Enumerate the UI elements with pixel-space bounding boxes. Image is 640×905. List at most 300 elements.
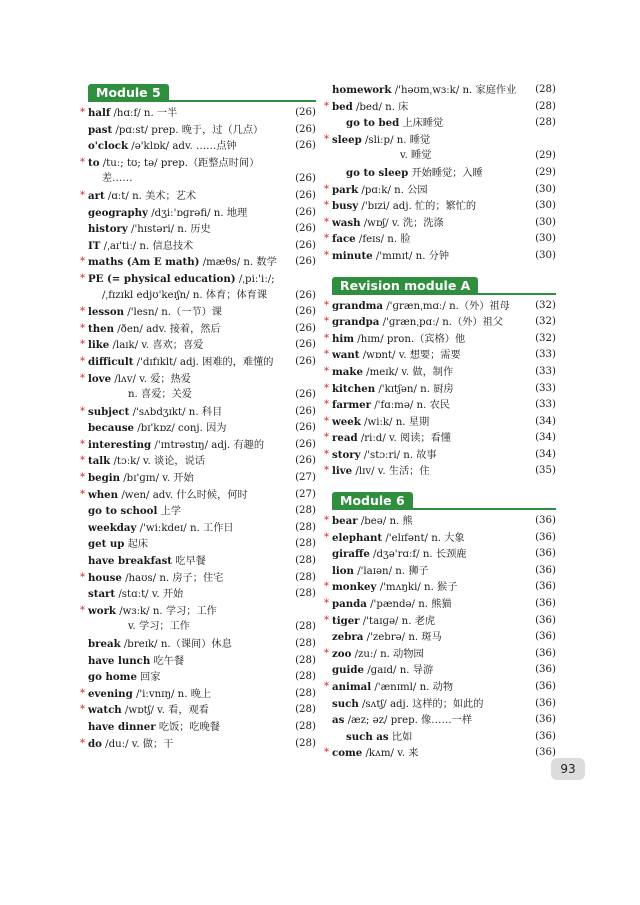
star-icon: *	[80, 256, 85, 268]
vocab-definition: /wen/ adv. 什么时候，何时	[118, 489, 248, 501]
page-reference: (26)	[295, 173, 316, 185]
page-reference: (34)	[535, 432, 556, 444]
page-reference: (33)	[535, 382, 556, 394]
star-icon: *	[324, 415, 329, 427]
page-reference: (26)	[295, 123, 316, 135]
vocab-entry	[324, 745, 556, 762]
page-reference: (32)	[535, 299, 556, 311]
star-icon: *	[80, 322, 85, 334]
page-reference: (36)	[535, 747, 556, 759]
vocab-entry	[324, 596, 556, 613]
page-reference: (28)	[295, 521, 316, 533]
page-reference: (26)	[295, 206, 316, 218]
vocab-definition: /dʒə'rɑːf/ n. 长颈鹿	[369, 549, 467, 561]
page-reference: (28)	[295, 588, 316, 600]
star-icon: *	[324, 233, 329, 245]
vocab-entry	[324, 215, 556, 232]
vocab-definition: 吃午餐	[150, 655, 185, 667]
vocab-entry	[324, 331, 556, 348]
star-icon: *	[80, 372, 85, 384]
vocab-entry	[332, 662, 556, 679]
vocab-entry	[80, 437, 316, 454]
page-reference: (28)	[295, 538, 316, 550]
star-icon: *	[80, 339, 85, 351]
star-icon: *	[80, 704, 85, 716]
vocab-word: make	[332, 365, 363, 378]
vocab-word: want	[332, 349, 360, 362]
page-reference: (27)	[295, 472, 316, 484]
page-reference: (26)	[295, 306, 316, 318]
vocab-word: tiger	[332, 614, 360, 627]
vocab-word: week	[332, 415, 361, 428]
vocab-word: when	[88, 488, 119, 501]
page-reference: (33)	[535, 399, 556, 411]
vocab-definition: /tɔːk/ v. 谈论，说话	[110, 456, 205, 468]
vocab-entry	[88, 669, 316, 686]
star-icon: *	[324, 647, 329, 659]
vocab-definition: 吃早餐	[172, 556, 206, 568]
vocab-definition: /laɪk/ v. 喜欢；喜爱	[109, 340, 204, 352]
vocab-word: half	[88, 107, 111, 119]
page-reference: (29)	[535, 166, 556, 178]
vocab-word: go to bed	[346, 117, 400, 130]
vocab-entry	[324, 613, 556, 630]
vocab-definition: /ɡaɪd/ n. 导游	[364, 665, 434, 677]
page-reference: (26)	[295, 140, 316, 152]
page-reference: (28)	[535, 117, 556, 129]
vocab-word: past	[88, 123, 113, 136]
vocab-entry	[80, 105, 316, 122]
vocab-word: like	[88, 339, 110, 352]
vocab-word: live	[332, 465, 353, 478]
page-reference: (26)	[295, 107, 316, 118]
vocab-word: elephant	[332, 531, 383, 544]
vocab-definition: /riːd/ v. 阅读；看懂	[357, 433, 451, 445]
vocab-definition: /'kɪtʃən/ n. 厨房	[375, 383, 454, 395]
vocab-entry	[324, 99, 556, 116]
vocab-word: wash	[332, 216, 361, 229]
vocab-entry	[324, 314, 556, 331]
page-reference: (32)	[535, 332, 556, 344]
vocab-entry	[80, 188, 316, 205]
vocab-word: o'clock	[88, 140, 129, 153]
vocab-word: read	[332, 432, 358, 445]
vocab-entry	[332, 546, 556, 563]
vocab-word: go home	[88, 671, 137, 684]
vocab-word: work	[88, 604, 116, 617]
vocab-entry	[88, 520, 316, 537]
vocab-word: go to sleep	[346, 166, 409, 179]
page-number: 93	[551, 758, 585, 780]
vocab-entry	[324, 414, 556, 431]
page-reference: (28)	[295, 505, 316, 517]
page-reference: (36)	[535, 631, 556, 643]
vocab-word: subject	[88, 405, 130, 418]
vocab-entry	[324, 381, 556, 398]
star-icon: *	[80, 604, 85, 616]
vocab-entry	[88, 619, 316, 636]
star-icon: *	[80, 571, 85, 583]
vocab-definition: /dʒiː'ɒɡrəfi/ n. 地理	[147, 207, 248, 219]
page-reference: (26)	[295, 455, 316, 467]
vocab-word: maths (Am E math)	[88, 256, 200, 269]
vocab-word: zebra	[332, 631, 364, 644]
star-icon: *	[324, 332, 329, 344]
vocab-definition: /'mɪnɪt/ n. 分钟	[372, 250, 450, 262]
page-reference: (36)	[535, 714, 556, 726]
page-reference: (27)	[295, 488, 316, 500]
page-reference: (36)	[535, 581, 556, 593]
vocab-entry	[88, 171, 316, 188]
star-icon: *	[324, 100, 329, 112]
vocab-entry	[324, 198, 556, 215]
star-icon: *	[324, 299, 329, 311]
star-icon: *	[80, 687, 85, 699]
star-icon: *	[80, 455, 85, 467]
vocab-entry	[324, 513, 556, 530]
page-reference: (36)	[535, 515, 556, 527]
page-reference: (36)	[535, 730, 556, 742]
page-reference: (30)	[535, 216, 556, 228]
vocab-definition: 回家	[136, 672, 161, 684]
vocab-definition: /wɜːk/ n. 学习；工作	[116, 605, 217, 617]
revision-module-a-header	[332, 275, 556, 295]
vocab-definition: /wiːk/ n. 星期	[360, 416, 430, 428]
vocab-definition: /'ɪntrəstɪŋ/ adj. 有趣的	[151, 439, 265, 451]
vocab-definition: 吃饭；吃晚餐	[155, 721, 220, 733]
vocab-definition: 起床	[124, 539, 149, 551]
star-icon: *	[324, 349, 329, 361]
vocabulary-list-revision-a	[324, 298, 556, 481]
vocab-entry	[324, 530, 556, 547]
vocab-word: begin	[88, 472, 121, 485]
vocab-definition: /hɪm/ pron.（宾格）他	[354, 333, 466, 345]
vocab-definition: /zuː/ n. 动物园	[351, 648, 424, 660]
star-icon: *	[324, 399, 329, 411]
vocab-word: geography	[88, 206, 148, 219]
vocab-entry	[88, 553, 316, 570]
vocab-word: because	[88, 422, 135, 435]
page-reference: (34)	[535, 448, 556, 460]
page-reference: (36)	[535, 531, 556, 543]
star-icon: *	[80, 156, 85, 168]
vocab-definition: /lɪv/ v. 生活；住	[352, 466, 430, 478]
vocab-word: come	[332, 747, 363, 760]
star-icon: *	[80, 107, 85, 118]
page-reference: (36)	[535, 647, 556, 659]
vocab-definition: /wɒnt/ v. 想要；需要	[359, 350, 461, 362]
page-reference: (34)	[535, 415, 556, 427]
vocab-entry	[88, 387, 316, 404]
vocabulary-list-module-6	[324, 513, 556, 762]
vocab-definition: /pɑːst/ prep. 晚于，过（几点）	[112, 124, 264, 136]
page-reference: (28)	[295, 621, 316, 633]
star-icon: *	[324, 249, 329, 261]
right-column	[324, 82, 556, 762]
vocab-word: have breakfast	[88, 555, 173, 568]
page-reference: (26)	[295, 189, 316, 201]
vocab-entry	[88, 420, 316, 437]
vocab-entry	[88, 288, 316, 305]
vocab-definition: /bɪ'kɒz/ conj. 因为	[134, 423, 227, 435]
vocab-definition: /'wiːkdeɪ/ n. 工作日	[136, 522, 234, 534]
vocab-definition: /'taɪɡə/ n. 老虎	[359, 615, 436, 627]
module-rule	[88, 100, 316, 102]
page-reference: (26)	[295, 438, 316, 450]
vocab-definition: /ˌpiː'iː/;	[235, 273, 275, 285]
page-reference: (36)	[535, 614, 556, 626]
vocab-entry	[324, 679, 556, 696]
page-reference: (28)	[295, 671, 316, 683]
vocab-definition: 上学	[157, 506, 181, 518]
page-reference: (26)	[295, 422, 316, 434]
vocab-entry	[332, 629, 556, 646]
vocab-word: evening	[88, 687, 133, 700]
page-reference: (30)	[535, 183, 556, 195]
vocab-entry	[80, 155, 316, 172]
vocab-entry	[332, 148, 556, 165]
page-reference: (33)	[535, 349, 556, 361]
vocab-definition: v. 学习；工作	[128, 621, 190, 633]
vocab-entry	[80, 271, 316, 288]
page-reference: (36)	[535, 697, 556, 709]
vocab-word: history	[88, 223, 128, 236]
vocab-entry	[80, 487, 316, 504]
star-icon: *	[80, 355, 85, 367]
vocab-definition: /'lesn/ n.（一节）课	[124, 307, 222, 319]
vocab-entry	[324, 182, 556, 199]
vocab-definition: /breɪk/ n.（课间）休息	[120, 639, 232, 650]
vocab-entry	[324, 231, 556, 248]
module-rule	[332, 293, 556, 295]
vocab-word: get up	[88, 538, 125, 551]
page-reference: (28)	[295, 687, 316, 699]
vocab-definition: /æz; əz/ prep. 像……一样	[344, 715, 473, 727]
vocab-word: park	[332, 183, 359, 196]
star-icon: *	[324, 216, 329, 228]
star-icon: *	[324, 432, 329, 444]
page-reference: (30)	[535, 233, 556, 245]
vocab-entry	[332, 115, 556, 132]
page-reference: (36)	[535, 664, 556, 676]
star-icon: *	[324, 581, 329, 593]
vocab-word: bed	[332, 100, 353, 113]
vocabulary-list-module-5	[80, 105, 316, 752]
star-icon: *	[324, 465, 329, 477]
star-icon: *	[80, 189, 85, 201]
vocab-word: talk	[88, 455, 111, 468]
vocab-word: have lunch	[88, 654, 151, 667]
vocab-definition: /'dɪfɪklt/ adj. 困难的，难懂的	[133, 356, 274, 368]
page-reference: (28)	[535, 100, 556, 112]
vocab-definition: /'bɪzi/ adj. 忙的；繁忙的	[358, 201, 477, 213]
vocab-definition: /tuː; tʊ; tə/ prep.（距整点时间）	[99, 157, 260, 169]
vocab-entry	[80, 304, 316, 321]
vocab-word: bear	[332, 515, 358, 528]
vocab-word: kitchen	[332, 382, 376, 395]
star-icon: *	[324, 200, 329, 212]
vocab-entry	[324, 298, 556, 315]
vocab-word: sleep	[332, 133, 362, 146]
star-icon: *	[324, 382, 329, 394]
vocab-definition: /'ænɪml/ n. 动物	[371, 682, 454, 693]
star-icon: *	[80, 737, 85, 749]
vocab-entry	[80, 453, 316, 470]
vocab-definition: /'zebrə/ n. 斑马	[363, 632, 442, 644]
vocab-definition: /'stɔːri/ n. 故事	[360, 449, 437, 461]
page-reference: (28)	[295, 704, 316, 716]
vocab-definition: /hɑːf/ n. 一半	[110, 108, 178, 119]
vocab-definition: /'elɪfənt/ n. 大象	[382, 532, 465, 544]
star-icon: *	[80, 438, 85, 450]
page-reference: (26)	[295, 405, 316, 417]
vocab-entry	[324, 132, 556, 149]
vocab-definition: /beə/ n. 熊	[357, 516, 413, 528]
vocab-word: watch	[88, 704, 122, 717]
vocab-definition: /stɑːt/ v. 开始	[115, 589, 184, 601]
vocab-entry	[80, 470, 316, 487]
vocab-entry	[332, 563, 556, 580]
vocab-definition: /'iːvnɪŋ/ n. 晚上	[132, 688, 212, 700]
page-reference: (30)	[535, 200, 556, 212]
vocab-definition: 上床睡觉	[399, 118, 444, 130]
page-reference: (30)	[535, 249, 556, 261]
vocab-definition: 开始睡觉；入睡	[408, 167, 483, 179]
page-reference: (28)	[295, 737, 316, 749]
vocab-word: then	[88, 322, 115, 335]
vocab-word: PE (= physical education)	[88, 272, 236, 285]
page-reference: (26)	[295, 289, 316, 301]
vocab-word: monkey	[332, 581, 377, 594]
page-reference: (26)	[295, 389, 316, 401]
vocab-definition: /bed/ n. 床	[352, 101, 409, 113]
vocab-definition: /ðen/ adv. 接着，然后	[114, 323, 221, 335]
vocab-word: story	[332, 448, 361, 461]
star-icon: *	[324, 531, 329, 543]
vocab-word: minute	[332, 249, 373, 262]
star-icon: *	[80, 488, 85, 500]
vocab-word: such as	[346, 730, 389, 743]
vocab-entry	[80, 570, 316, 587]
vocab-word: start	[88, 588, 116, 601]
page-reference: (26)	[295, 355, 316, 367]
vocab-definition: /'laɪən/ n. 狮子	[353, 565, 429, 577]
vocab-word: homework	[332, 84, 392, 96]
vocab-word: break	[88, 638, 121, 650]
vocab-definition: /sʌtʃ/ adj. 这样的；如此的	[358, 698, 484, 710]
vocab-entry	[324, 397, 556, 414]
vocab-entry	[324, 646, 556, 663]
page-reference: (26)	[295, 223, 316, 235]
page-reference: (36)	[535, 681, 556, 692]
page-reference: (26)	[295, 339, 316, 351]
vocab-entry	[88, 238, 316, 255]
vocab-word: house	[88, 571, 122, 584]
module-5-title: Module 5	[88, 84, 169, 102]
vocab-definition: /'ɡrænˌmɑː/ n.（外）祖母	[383, 300, 510, 312]
vocab-entry	[88, 205, 316, 222]
module-5-header	[88, 82, 316, 102]
vocab-definition: /lʌv/ v. 爱；热爱	[111, 373, 191, 385]
vocab-entry	[332, 165, 556, 182]
vocab-word: weekday	[88, 521, 137, 534]
star-icon: *	[324, 316, 329, 328]
vocab-word: busy	[332, 200, 359, 213]
vocab-word: him	[332, 332, 355, 345]
vocab-entry	[324, 430, 556, 447]
page-reference: (28)	[535, 84, 556, 95]
vocab-definition: /'həʊmˌwɜːk/ n. 家庭作业	[391, 85, 517, 96]
star-icon: *	[324, 448, 329, 460]
vocab-entry	[80, 686, 316, 703]
vocab-word: grandma	[332, 299, 384, 312]
revision-module-a-title: Revision module A	[332, 277, 478, 295]
star-icon: *	[80, 306, 85, 318]
star-icon: *	[80, 272, 85, 284]
vocab-entry	[324, 364, 556, 381]
page-reference: (36)	[535, 598, 556, 610]
vocab-entry	[80, 321, 316, 338]
vocab-definition: /'fɑːmə/ n. 农民	[370, 400, 450, 412]
page-reference: (36)	[535, 548, 556, 560]
vocab-definition: /'pændə/ n. 熊猫	[366, 599, 452, 611]
star-icon: *	[324, 614, 329, 626]
vocab-definition: v. 睡觉	[400, 150, 432, 162]
vocab-entry	[80, 736, 316, 753]
vocab-entry	[332, 82, 556, 99]
vocab-word: love	[88, 372, 112, 385]
vocab-entry	[88, 653, 316, 670]
vocab-entry	[80, 354, 316, 371]
page-reference: (36)	[535, 564, 556, 576]
vocab-entry	[88, 138, 316, 155]
vocab-definition: /'sʌbdʒɪkt/ n. 科目	[129, 406, 223, 418]
vocab-word: grandpa	[332, 316, 380, 329]
page-reference: (35)	[535, 465, 556, 477]
vocab-word: face	[332, 233, 356, 246]
vocab-word: as	[332, 714, 345, 727]
vocab-definition: /'hɪstəri/ n. 历史	[127, 224, 211, 236]
vocab-word: panda	[332, 598, 367, 611]
star-icon: *	[324, 365, 329, 377]
star-icon: *	[324, 133, 329, 145]
vocab-definition: /kʌm/ v. 来	[362, 748, 419, 760]
page-reference: (33)	[535, 365, 556, 377]
vocab-word: IT	[88, 239, 101, 252]
vocab-word: interesting	[88, 438, 152, 451]
module-rule	[332, 508, 556, 510]
vocab-word: giraffe	[332, 548, 370, 561]
vocab-definition: /pɑːk/ n. 公园	[358, 184, 428, 196]
star-icon: *	[324, 183, 329, 195]
vocab-entry	[80, 702, 316, 719]
vocab-entry	[324, 248, 556, 265]
page-reference: (28)	[295, 571, 316, 583]
vocab-definition: n. 喜爱；关爱	[128, 389, 192, 401]
star-icon: *	[324, 598, 329, 610]
page-reference: (26)	[295, 239, 316, 251]
page-reference: (28)	[295, 638, 316, 649]
vocab-word: zoo	[332, 647, 352, 660]
vocab-definition: /mæθs/ n. 数学	[199, 257, 277, 269]
vocab-entry	[332, 729, 556, 746]
vocab-definition: /ˌaɪ'tiː/ n. 信息技术	[100, 240, 194, 252]
vocab-entry	[80, 337, 316, 354]
vocab-entry	[80, 603, 316, 620]
page-reference: (28)	[295, 555, 316, 567]
module-6-header	[332, 490, 556, 510]
page-reference: (32)	[535, 316, 556, 328]
